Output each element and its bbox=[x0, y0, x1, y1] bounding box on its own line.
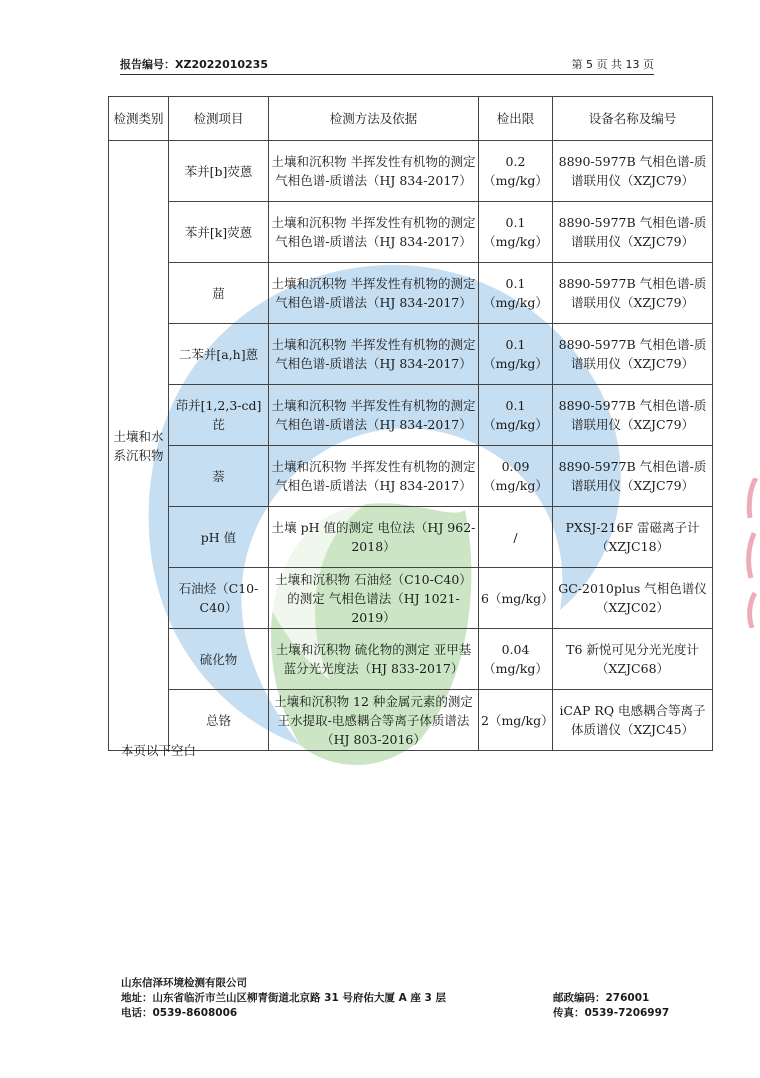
header-category: 检测类别 bbox=[109, 97, 169, 141]
equipment-cell: PXSJ-216F 雷磁离子计（XZJC18） bbox=[553, 507, 713, 568]
limit-cell: 0.1（mg/kg） bbox=[479, 202, 553, 263]
limit-cell: 0.1（mg/kg） bbox=[479, 263, 553, 324]
page-indicator: 第 5 页 共 13 页 bbox=[571, 58, 654, 71]
header-method: 检测方法及依据 bbox=[269, 97, 479, 141]
equipment-cell: 8890-5977B 气相色谱-质谱联用仪（XZJC79） bbox=[553, 385, 713, 446]
limit-cell: 0.1（mg/kg） bbox=[479, 385, 553, 446]
equipment-cell: 8890-5977B 气相色谱-质谱联用仪（XZJC79） bbox=[553, 446, 713, 507]
limit-cell: 6（mg/kg） bbox=[479, 568, 553, 629]
item-cell: 䓛 bbox=[169, 263, 269, 324]
item-cell: 茚并[1,2,3-cd]芘 bbox=[169, 385, 269, 446]
table-row bbox=[109, 324, 713, 385]
report-number: 报告编号：XZ2022010235 bbox=[120, 58, 268, 71]
item-cell: 萘 bbox=[169, 446, 269, 507]
table-row bbox=[109, 446, 713, 507]
method-cell: 土壤和沉积物 半挥发性有机物的测定 气相色谱-质谱法（HJ 834-2017） bbox=[269, 385, 479, 446]
company-address: 地址：山东省临沂市兰山区柳青街道北京路 31 号府佑大厦 A 座 3 层 bbox=[121, 992, 446, 1004]
header-limit: 检出限 bbox=[479, 97, 553, 141]
table-row bbox=[109, 263, 713, 324]
method-cell: 土壤和沉积物 半挥发性有机物的测定 气相色谱-质谱法（HJ 834-2017） bbox=[269, 324, 479, 385]
table-row bbox=[109, 690, 713, 751]
method-cell: 土壤和沉积物 半挥发性有机物的测定 气相色谱-质谱法（HJ 834-2017） bbox=[269, 446, 479, 507]
method-cell: 土壤和沉积物 半挥发性有机物的测定 气相色谱-质谱法（HJ 834-2017） bbox=[269, 202, 479, 263]
company-name: 山东信泽环境检测有限公司 bbox=[121, 977, 247, 989]
item-cell: 二苯并[a,h]蒽 bbox=[169, 324, 269, 385]
table-header-row bbox=[109, 97, 713, 141]
table-row bbox=[109, 385, 713, 446]
limit-cell: / bbox=[479, 507, 553, 568]
method-cell: 土壤 pH 值的测定 电位法（HJ 962-2018） bbox=[269, 507, 479, 568]
equipment-cell: 8890-5977B 气相色谱-质谱联用仪（XZJC79） bbox=[553, 141, 713, 202]
equipment-cell: GC-2010plus 气相色谱仪（XZJC02） bbox=[553, 568, 713, 629]
equipment-cell: 8890-5977B 气相色谱-质谱联用仪（XZJC79） bbox=[553, 202, 713, 263]
method-cell: 土壤和沉积物 12 种金属元素的测定 王水提取-电感耦合等离子体质谱法（HJ 803-2016） bbox=[269, 690, 479, 751]
table-row bbox=[109, 629, 713, 690]
limit-cell: 0.09（mg/kg） bbox=[479, 446, 553, 507]
limit-cell: 0.2（mg/kg） bbox=[479, 141, 553, 202]
item-cell: 硫化物 bbox=[169, 629, 269, 690]
limit-cell: 2（mg/kg） bbox=[479, 690, 553, 751]
category-cell: 土壤和水系沉积物 bbox=[109, 141, 169, 751]
item-cell: 总铬 bbox=[169, 690, 269, 751]
item-cell: 石油烃（C10-C40） bbox=[169, 568, 269, 629]
equipment-cell: 8890-5977B 气相色谱-质谱联用仪（XZJC79） bbox=[553, 263, 713, 324]
equipment-cell: 8890-5977B 气相色谱-质谱联用仪（XZJC79） bbox=[553, 324, 713, 385]
equipment-cell: iCAP RQ 电感耦合等离子体质谱仪（XZJC45） bbox=[553, 690, 713, 751]
fax: 传真：0539-7206997 bbox=[553, 1007, 670, 1019]
equipment-cell: T6 新悦可见分光光度计（XZJC68） bbox=[553, 629, 713, 690]
method-cell: 土壤和沉积物 硫化物的测定 亚甲基蓝分光光度法（HJ 833-2017） bbox=[269, 629, 479, 690]
limit-cell: 0.04（mg/kg） bbox=[479, 629, 553, 690]
item-cell: 苯并[k]荧蒽 bbox=[169, 202, 269, 263]
postcode: 邮政编码：276001 bbox=[553, 992, 650, 1004]
item-cell: 苯并[b]荧蒽 bbox=[169, 141, 269, 202]
table-row bbox=[109, 568, 713, 629]
blank-below-note: 本页以下空白 bbox=[121, 743, 197, 758]
table-row bbox=[109, 507, 713, 568]
method-cell: 土壤和沉积物 半挥发性有机物的测定 气相色谱-质谱法（HJ 834-2017） bbox=[269, 263, 479, 324]
header-item: 检测项目 bbox=[169, 97, 269, 141]
item-cell: pH 值 bbox=[169, 507, 269, 568]
test-methods-table bbox=[108, 96, 713, 751]
limit-cell: 0.1（mg/kg） bbox=[479, 324, 553, 385]
table-row bbox=[109, 202, 713, 263]
phone: 电话：0539-8608006 bbox=[121, 1007, 238, 1019]
table-row bbox=[109, 141, 713, 202]
method-cell: 土壤和沉积物 石油烃（C10-C40）的测定 气相色谱法（HJ 1021-2019） bbox=[269, 568, 479, 629]
header-equipment: 设备名称及编号 bbox=[553, 97, 713, 141]
method-cell: 土壤和沉积物 半挥发性有机物的测定 气相色谱-质谱法（HJ 834-2017） bbox=[269, 141, 479, 202]
seal-stamp-edge bbox=[742, 478, 760, 628]
